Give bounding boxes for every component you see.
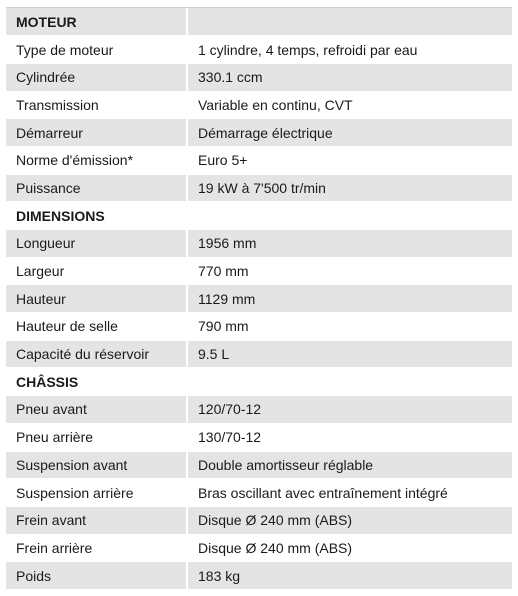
table-row — [6, 451, 512, 479]
spec-label: Pneu avant — [6, 396, 187, 424]
spec-label: Pneu arrière — [6, 423, 187, 451]
section-title: DIMENSIONS — [6, 202, 187, 230]
spec-value: 19 kW à 7'500 tr/min — [187, 174, 512, 202]
table-row — [6, 36, 512, 64]
table-row — [6, 285, 512, 313]
section-title-empty-cell — [187, 202, 512, 230]
spec-value: 1 cylindre, 4 temps, refroidi par eau — [187, 36, 512, 64]
spec-label: Hauteur de selle — [6, 313, 187, 341]
spec-value: Disque Ø 240 mm (ABS) — [187, 506, 512, 534]
section-header-row — [6, 368, 512, 396]
table-row — [6, 423, 512, 451]
section-header-row — [6, 8, 512, 36]
spec-value: Double amortisseur réglable — [187, 451, 512, 479]
section-title: MOTEUR — [6, 8, 187, 36]
spec-value: 183 kg — [187, 562, 512, 590]
table-row — [6, 174, 512, 202]
table-row — [6, 257, 512, 285]
spec-value: 9.5 L — [187, 340, 512, 368]
spec-value: Disque Ø 240 mm (ABS) — [187, 534, 512, 562]
table-row — [6, 506, 512, 534]
table-row — [6, 479, 512, 507]
spec-label: Cylindrée — [6, 63, 187, 91]
section-title: CHÂSSIS — [6, 368, 187, 396]
spec-label: Frein avant — [6, 506, 187, 534]
spec-value: Démarrage électrique — [187, 119, 512, 147]
section-header-row — [6, 202, 512, 230]
spec-label: Suspension arrière — [6, 479, 187, 507]
table-row — [6, 313, 512, 341]
spec-label: Longueur — [6, 230, 187, 258]
spec-label: Type de moteur — [6, 36, 187, 64]
table-row — [6, 63, 512, 91]
spec-label: Largeur — [6, 257, 187, 285]
spec-table-container — [6, 8, 512, 590]
spec-label: Puissance — [6, 174, 187, 202]
section-title-empty-cell — [187, 8, 512, 36]
spec-label: Frein arrière — [6, 534, 187, 562]
spec-label: Transmission — [6, 91, 187, 119]
spec-label: Capacité du réservoir — [6, 340, 187, 368]
table-row — [6, 562, 512, 590]
table-row — [6, 119, 512, 147]
spec-value: 790 mm — [187, 313, 512, 341]
spec-table — [6, 8, 512, 590]
spec-label: Poids — [6, 562, 187, 590]
table-row — [6, 534, 512, 562]
table-row — [6, 91, 512, 119]
spec-label: Norme d'émission* — [6, 146, 187, 174]
spec-value: 1956 mm — [187, 230, 512, 258]
spec-table-body — [6, 8, 512, 589]
spec-value: 120/70-12 — [187, 396, 512, 424]
spec-value: 770 mm — [187, 257, 512, 285]
table-row — [6, 230, 512, 258]
section-title-empty-cell — [187, 368, 512, 396]
table-row — [6, 396, 512, 424]
spec-label: Suspension avant — [6, 451, 187, 479]
spec-label: Démarreur — [6, 119, 187, 147]
spec-value: 330.1 ccm — [187, 63, 512, 91]
spec-value: Euro 5+ — [187, 146, 512, 174]
table-row — [6, 340, 512, 368]
spec-label: Hauteur — [6, 285, 187, 313]
table-row — [6, 146, 512, 174]
spec-value: 1129 mm — [187, 285, 512, 313]
spec-value: 130/70-12 — [187, 423, 512, 451]
spec-value: Bras oscillant avec entraînement intégré — [187, 479, 512, 507]
spec-value: Variable en continu, CVT — [187, 91, 512, 119]
